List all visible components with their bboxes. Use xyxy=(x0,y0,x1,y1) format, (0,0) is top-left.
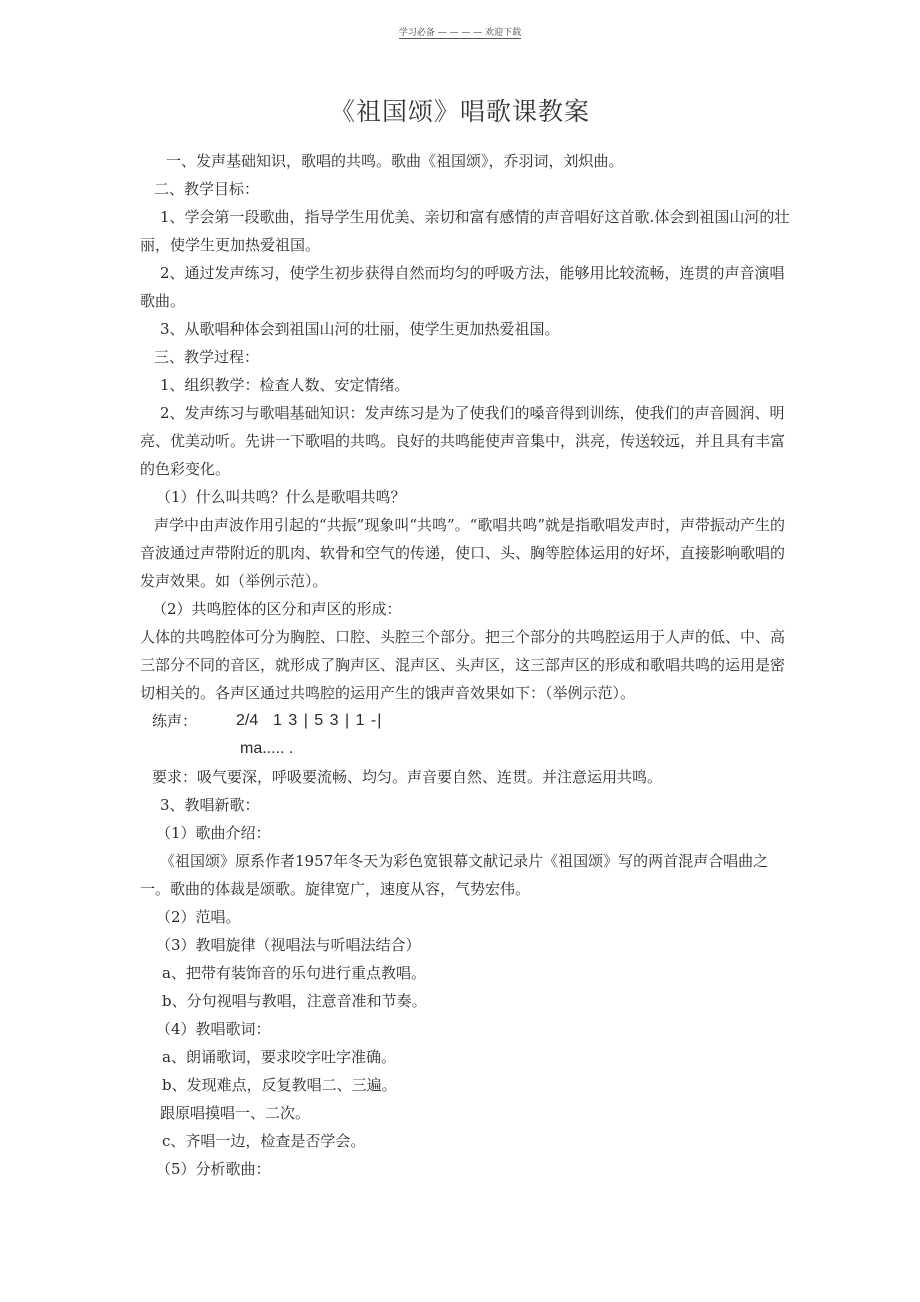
vocal-exercise-notation xyxy=(140,707,790,735)
document-title: 《祖国颂》唱歌课教案 xyxy=(329,97,590,126)
paragraph: 人体的共鸣腔体可分为胸腔、口腔、头腔三个部分。把三个部分的共鸣腔运用于人声的低、中、高三部分不同的音区，就形成了胸声区、混声区、头声区，这三部声区的形成和歌唱共鸣的运用是密切相关的。各声区通过共鸣腔的运用产生的饿声音效果如下：（举例示范）。 xyxy=(140,628,786,702)
paragraph: 跟原唱摸唱一、二次。 xyxy=(160,1104,311,1122)
paragraph: 2、通过发声练习，使学生初步获得自然而均匀的呼吸方法，能够用比较流畅，连贯的声音演唱歌曲。 xyxy=(140,264,785,310)
paragraph: 要求：吸气要深，呼吸要流畅、均匀。声音要自然、连贯。并注意运用共鸣。 xyxy=(152,768,663,786)
paragraph: （2）共鸣腔体的区分和声区的形成： xyxy=(152,600,402,618)
paragraph: （5）分析歌曲： xyxy=(156,1160,271,1178)
paragraph: 三、教学过程： xyxy=(154,348,260,366)
exercise-label: 练声： xyxy=(152,712,198,730)
section-paragraphs-2 xyxy=(140,763,790,1183)
paragraph: 一、发声基础知识，歌唱的共鸣。歌曲《祖国颂》，乔羽词，刘炽曲。 xyxy=(166,152,624,170)
paragraph: b、发现难点，反复教唱二、三遍。 xyxy=(162,1076,397,1094)
paragraph: （4）教唱歌词： xyxy=(156,1020,271,1038)
paragraph: （2）范唱。 xyxy=(156,908,241,926)
paragraph: 声学中由声波作用引起的“共振”现象叫“共鸣”。“歌唱共鸣”就是指歌唱发声时，声带振动产生的音波通过声带附近的肌肉、软骨和空气的传递，使口、头、胸等腔体运用的好坏，直接影响歌唱的发声效果。如（举例示范）。 xyxy=(140,516,786,590)
paragraph: c、齐唱一边，检查是否学会。 xyxy=(162,1132,366,1150)
section-paragraphs xyxy=(140,147,790,707)
paragraph: a、朗诵歌词，要求咬字吐字准确。 xyxy=(162,1048,396,1066)
paragraph: 3、从歌唱种体会到祖国山河的壮丽，使学生更加热爱祖国。 xyxy=(160,320,560,338)
paragraph: （1）歌曲介绍： xyxy=(156,824,271,842)
paragraph: b、分句视唱与教唱，注意音准和节奏。 xyxy=(162,992,427,1010)
document-body xyxy=(140,147,790,1183)
paragraph: （1）什么叫共鸣？什么是歌唱共鸣？ xyxy=(156,488,406,506)
paragraph: 《祖国颂》原系作者1957年冬天为彩色宽银幕文献记录片《祖国颂》写的两首混声合唱曲之一。歌曲的体裁是颂歌。旋律宽广，速度从容，气势宏伟。 xyxy=(140,852,769,898)
header-text: 学习必备 — — — — 欢迎下载 xyxy=(398,28,522,38)
paragraph: 3、教唱新歌： xyxy=(160,796,260,814)
paragraph: （3）教唱旋律（视唱法与听唱法结合） xyxy=(156,936,421,954)
paragraph: 1、组织教学：检查人数、安定情绪。 xyxy=(160,376,410,394)
vocal-exercise-syllable xyxy=(140,735,790,763)
paragraph: 二、教学目标： xyxy=(154,180,260,198)
paragraph: 1、学会第一段歌曲，指导学生用优美、亲切和富有感情的声音唱好这首歌.体会到祖国山河的壮丽，使学生更加热爱祖国。 xyxy=(140,208,790,254)
page-header xyxy=(0,26,920,40)
time-signature: 2/4 xyxy=(236,712,259,729)
paragraph: a、把带有装饰音的乐句进行重点教唱。 xyxy=(162,964,426,982)
syllable-text: ma..... . xyxy=(240,740,294,757)
notation-notes: 1 3 | 5 3 | 1 -| xyxy=(273,712,383,729)
paragraph: 2、发声练习与歌唱基础知识：发声练习是为了使我们的嗓音得到训练，使我们的声音圆润、明亮、优美动听。先讲一下歌唱的共鸣。良好的共鸣能使声音集中，洪亮，传送较远，并且具有丰富的色彩变化。 xyxy=(140,404,786,478)
